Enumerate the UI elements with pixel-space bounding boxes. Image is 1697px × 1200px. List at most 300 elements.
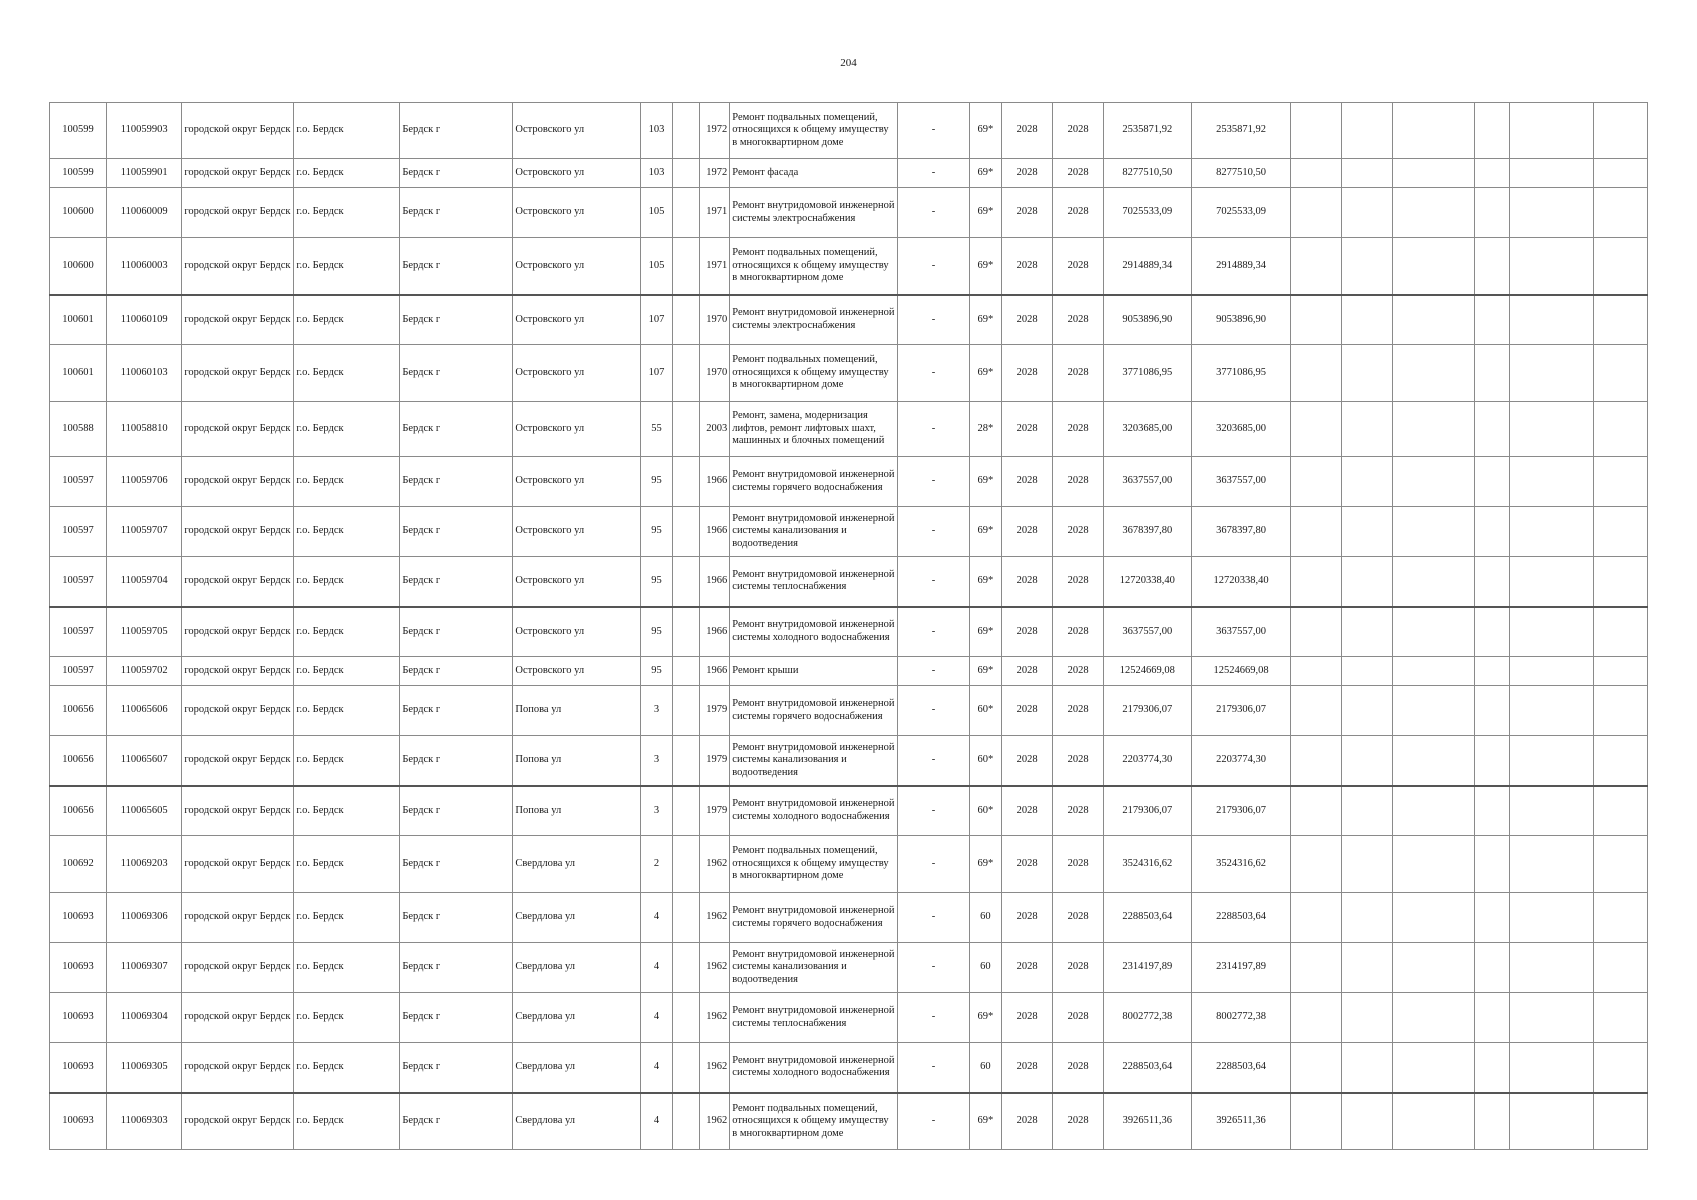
cell-cost-total: 9053896,90 bbox=[1104, 295, 1192, 345]
cell-cost-fund: 3926511,36 bbox=[1191, 1093, 1291, 1150]
cell-empty bbox=[1510, 1093, 1594, 1150]
cell-wear: 69* bbox=[969, 836, 1002, 893]
cell-municipality: г.о. Бердск bbox=[294, 238, 400, 295]
cell-dash: - bbox=[898, 345, 969, 402]
cell-wear: 69* bbox=[969, 103, 1002, 159]
cell-dash: - bbox=[898, 103, 969, 159]
cell-year-to: 2028 bbox=[1053, 507, 1104, 557]
cell-dash: - bbox=[898, 159, 969, 188]
cell-work-type: Ремонт крыши bbox=[730, 657, 898, 686]
cell-code: 110059705 bbox=[107, 607, 182, 657]
cell-street: Островского ул bbox=[513, 507, 640, 557]
cell-code: 110069306 bbox=[107, 893, 182, 943]
cell-house: 95 bbox=[640, 557, 673, 607]
cell-municipality: г.о. Бердск bbox=[294, 893, 400, 943]
cell-empty bbox=[1393, 993, 1474, 1043]
cell-work-type: Ремонт внутридомовой инженерной системы горячего водоснабжения bbox=[730, 457, 898, 507]
cell-district: городской округ Бердск bbox=[182, 786, 294, 836]
cell-id: 100693 bbox=[50, 943, 107, 993]
cell-empty bbox=[1510, 786, 1594, 836]
cell-id: 100600 bbox=[50, 238, 107, 295]
cell-empty bbox=[1474, 993, 1510, 1043]
cell-cost-total: 2535871,92 bbox=[1104, 103, 1192, 159]
cell-year-from: 2028 bbox=[1002, 457, 1053, 507]
cell-empty bbox=[1593, 657, 1647, 686]
cell-municipality: г.о. Бердск bbox=[294, 295, 400, 345]
cell-cost-total: 2203774,30 bbox=[1104, 736, 1192, 786]
cell-empty bbox=[1291, 786, 1342, 836]
cell-work-type: Ремонт внутридомовой инженерной системы холодного водоснабжения bbox=[730, 786, 898, 836]
cell-cost-fund: 2179306,07 bbox=[1191, 686, 1291, 736]
cell-empty bbox=[1510, 188, 1594, 238]
cell-empty bbox=[1474, 103, 1510, 159]
cell-empty bbox=[1291, 607, 1342, 657]
cell-code: 110059901 bbox=[107, 159, 182, 188]
cell-empty bbox=[1291, 557, 1342, 607]
cell-empty bbox=[1593, 1093, 1647, 1150]
cell-wear: 69* bbox=[969, 188, 1002, 238]
cell-year-to: 2028 bbox=[1053, 993, 1104, 1043]
cell-year-from: 2028 bbox=[1002, 188, 1053, 238]
cell-house: 4 bbox=[640, 993, 673, 1043]
cell-street: Островского ул bbox=[513, 345, 640, 402]
cell-cost-total: 3203685,00 bbox=[1104, 402, 1192, 457]
cell-municipality: г.о. Бердск bbox=[294, 159, 400, 188]
cell-street: Островского ул bbox=[513, 402, 640, 457]
cell-corpus bbox=[673, 188, 699, 238]
cell-work-type: Ремонт внутридомовой инженерной системы горячего водоснабжения bbox=[730, 686, 898, 736]
cell-year-from: 2028 bbox=[1002, 1043, 1053, 1093]
cell-empty bbox=[1393, 736, 1474, 786]
cell-street: Свердлова ул bbox=[513, 1043, 640, 1093]
cell-municipality: г.о. Бердск bbox=[294, 786, 400, 836]
cell-build-year: 1962 bbox=[699, 1043, 730, 1093]
cell-house: 4 bbox=[640, 943, 673, 993]
cell-empty bbox=[1474, 657, 1510, 686]
cell-year-to: 2028 bbox=[1053, 402, 1104, 457]
cell-district: городской округ Бердск bbox=[182, 295, 294, 345]
cell-code: 110059706 bbox=[107, 457, 182, 507]
cell-municipality: г.о. Бердск bbox=[294, 507, 400, 557]
cell-empty bbox=[1510, 345, 1594, 402]
cell-work-type: Ремонт внутридомовой инженерной системы канализования и водоотведения bbox=[730, 507, 898, 557]
cell-street: Свердлова ул bbox=[513, 1093, 640, 1150]
cell-corpus bbox=[673, 345, 699, 402]
cell-cost-total: 3771086,95 bbox=[1104, 345, 1192, 402]
cell-locality: Бердск г bbox=[400, 295, 513, 345]
cell-empty bbox=[1510, 943, 1594, 993]
cell-municipality: г.о. Бердск bbox=[294, 188, 400, 238]
cell-year-from: 2028 bbox=[1002, 836, 1053, 893]
cell-locality: Бердск г bbox=[400, 1093, 513, 1150]
cell-empty bbox=[1342, 159, 1393, 188]
cell-house: 4 bbox=[640, 1093, 673, 1150]
cell-empty bbox=[1393, 402, 1474, 457]
cell-work-type: Ремонт внутридомовой инженерной системы теплоснабжения bbox=[730, 993, 898, 1043]
cell-work-type: Ремонт внутридомовой инженерной системы теплоснабжения bbox=[730, 557, 898, 607]
cell-dash: - bbox=[898, 238, 969, 295]
cell-empty bbox=[1291, 345, 1342, 402]
cell-empty bbox=[1593, 993, 1647, 1043]
cell-wear: 69* bbox=[969, 238, 1002, 295]
cell-id: 100656 bbox=[50, 686, 107, 736]
cell-year-to: 2028 bbox=[1053, 1093, 1104, 1150]
cell-wear: 69* bbox=[969, 507, 1002, 557]
cell-corpus bbox=[673, 736, 699, 786]
cell-house: 95 bbox=[640, 657, 673, 686]
cell-empty bbox=[1510, 686, 1594, 736]
cell-corpus bbox=[673, 786, 699, 836]
cell-work-type: Ремонт внутридомовой инженерной системы холодного водоснабжения bbox=[730, 607, 898, 657]
cell-empty bbox=[1474, 943, 1510, 993]
cell-wear: 60* bbox=[969, 736, 1002, 786]
cell-cost-total: 3678397,80 bbox=[1104, 507, 1192, 557]
cell-id: 100693 bbox=[50, 1043, 107, 1093]
cell-empty bbox=[1291, 1093, 1342, 1150]
cell-municipality: г.о. Бердск bbox=[294, 1043, 400, 1093]
cell-empty bbox=[1510, 993, 1594, 1043]
cell-empty bbox=[1342, 993, 1393, 1043]
cell-cost-total: 8002772,38 bbox=[1104, 993, 1192, 1043]
cell-empty bbox=[1474, 457, 1510, 507]
table-row bbox=[50, 507, 1648, 557]
cell-empty bbox=[1510, 457, 1594, 507]
cell-corpus bbox=[673, 238, 699, 295]
cell-wear: 60* bbox=[969, 786, 1002, 836]
cell-empty bbox=[1291, 159, 1342, 188]
cell-empty bbox=[1474, 686, 1510, 736]
cell-empty bbox=[1510, 159, 1594, 188]
cell-street: Островского ул bbox=[513, 159, 640, 188]
cell-house: 103 bbox=[640, 159, 673, 188]
cell-code: 110058810 bbox=[107, 402, 182, 457]
cell-empty bbox=[1510, 402, 1594, 457]
cell-district: городской округ Бердск bbox=[182, 1043, 294, 1093]
cell-municipality: г.о. Бердск bbox=[294, 607, 400, 657]
cell-street: Островского ул bbox=[513, 607, 640, 657]
cell-year-from: 2028 bbox=[1002, 1093, 1053, 1150]
cell-year-from: 2028 bbox=[1002, 943, 1053, 993]
cell-district: городской округ Бердск bbox=[182, 943, 294, 993]
cell-year-to: 2028 bbox=[1053, 345, 1104, 402]
cell-empty bbox=[1393, 457, 1474, 507]
cell-year-from: 2028 bbox=[1002, 238, 1053, 295]
cell-corpus bbox=[673, 402, 699, 457]
cell-wear: 69* bbox=[969, 345, 1002, 402]
cell-district: городской округ Бердск bbox=[182, 893, 294, 943]
cell-street: Островского ул bbox=[513, 557, 640, 607]
cell-cost-fund: 12720338,40 bbox=[1191, 557, 1291, 607]
cell-year-from: 2028 bbox=[1002, 686, 1053, 736]
cell-code: 110059903 bbox=[107, 103, 182, 159]
table-row bbox=[50, 943, 1648, 993]
cell-district: городской округ Бердск bbox=[182, 657, 294, 686]
cell-wear: 60* bbox=[969, 686, 1002, 736]
cell-district: городской округ Бердск bbox=[182, 238, 294, 295]
cell-cost-total: 2179306,07 bbox=[1104, 686, 1192, 736]
table-row bbox=[50, 1043, 1648, 1093]
cell-dash: - bbox=[898, 188, 969, 238]
cell-empty bbox=[1342, 1043, 1393, 1093]
cell-dash: - bbox=[898, 836, 969, 893]
cell-id: 100693 bbox=[50, 993, 107, 1043]
cell-empty bbox=[1393, 836, 1474, 893]
cell-id: 100601 bbox=[50, 295, 107, 345]
cell-code: 110060109 bbox=[107, 295, 182, 345]
cell-empty bbox=[1474, 507, 1510, 557]
cell-year-to: 2028 bbox=[1053, 103, 1104, 159]
cell-year-to: 2028 bbox=[1053, 295, 1104, 345]
cell-build-year: 1971 bbox=[699, 188, 730, 238]
cell-street: Свердлова ул bbox=[513, 993, 640, 1043]
cell-street: Свердлова ул bbox=[513, 893, 640, 943]
cell-id: 100599 bbox=[50, 159, 107, 188]
cell-empty bbox=[1342, 402, 1393, 457]
cell-municipality: г.о. Бердск bbox=[294, 103, 400, 159]
cell-work-type: Ремонт внутридомовой инженерной системы канализования и водоотведения bbox=[730, 943, 898, 993]
cell-empty bbox=[1342, 786, 1393, 836]
cell-street: Попова ул bbox=[513, 686, 640, 736]
cell-cost-fund: 3637557,00 bbox=[1191, 457, 1291, 507]
cell-locality: Бердск г bbox=[400, 103, 513, 159]
cell-cost-total: 12524669,08 bbox=[1104, 657, 1192, 686]
cell-cost-total: 3524316,62 bbox=[1104, 836, 1192, 893]
cell-municipality: г.о. Бердск bbox=[294, 943, 400, 993]
cell-id: 100600 bbox=[50, 188, 107, 238]
cell-empty bbox=[1474, 159, 1510, 188]
cell-empty bbox=[1393, 345, 1474, 402]
cell-code: 110060009 bbox=[107, 188, 182, 238]
cell-empty bbox=[1291, 402, 1342, 457]
cell-corpus bbox=[673, 993, 699, 1043]
cell-empty bbox=[1291, 103, 1342, 159]
cell-cost-fund: 3678397,80 bbox=[1191, 507, 1291, 557]
table-row bbox=[50, 657, 1648, 686]
cell-wear: 69* bbox=[969, 993, 1002, 1043]
cell-house: 105 bbox=[640, 188, 673, 238]
cell-street: Островского ул bbox=[513, 103, 640, 159]
cell-district: городской округ Бердск bbox=[182, 507, 294, 557]
cell-year-from: 2028 bbox=[1002, 557, 1053, 607]
cell-municipality: г.о. Бердск bbox=[294, 993, 400, 1043]
cell-corpus bbox=[673, 1093, 699, 1150]
cell-build-year: 1966 bbox=[699, 557, 730, 607]
cell-empty bbox=[1393, 786, 1474, 836]
cell-cost-total: 2288503,64 bbox=[1104, 893, 1192, 943]
cell-municipality: г.о. Бердск bbox=[294, 402, 400, 457]
cell-corpus bbox=[673, 507, 699, 557]
table-row bbox=[50, 345, 1648, 402]
cell-district: городской округ Бердск bbox=[182, 457, 294, 507]
cell-build-year: 1971 bbox=[699, 238, 730, 295]
cell-work-type: Ремонт внутридомовой инженерной системы канализования и водоотведения bbox=[730, 736, 898, 786]
cell-empty bbox=[1291, 943, 1342, 993]
cell-wear: 69* bbox=[969, 557, 1002, 607]
cell-cost-fund: 8002772,38 bbox=[1191, 993, 1291, 1043]
cell-district: городской округ Бердск bbox=[182, 159, 294, 188]
cell-build-year: 1966 bbox=[699, 457, 730, 507]
cell-corpus bbox=[673, 159, 699, 188]
cell-year-to: 2028 bbox=[1053, 457, 1104, 507]
cell-street: Островского ул bbox=[513, 188, 640, 238]
cell-dash: - bbox=[898, 993, 969, 1043]
cell-build-year: 1966 bbox=[699, 657, 730, 686]
cell-house: 95 bbox=[640, 607, 673, 657]
cell-corpus bbox=[673, 607, 699, 657]
cell-empty bbox=[1474, 1043, 1510, 1093]
cell-cost-fund: 3524316,62 bbox=[1191, 836, 1291, 893]
cell-house: 55 bbox=[640, 402, 673, 457]
cell-build-year: 1970 bbox=[699, 345, 730, 402]
cell-corpus bbox=[673, 893, 699, 943]
cell-empty bbox=[1593, 786, 1647, 836]
cell-locality: Бердск г bbox=[400, 557, 513, 607]
cell-empty bbox=[1342, 345, 1393, 402]
cell-code: 110060003 bbox=[107, 238, 182, 295]
cell-empty bbox=[1593, 1043, 1647, 1093]
cell-build-year: 1979 bbox=[699, 786, 730, 836]
cell-empty bbox=[1291, 836, 1342, 893]
cell-district: городской округ Бердск bbox=[182, 557, 294, 607]
cell-street: Островского ул bbox=[513, 657, 640, 686]
cell-locality: Бердск г bbox=[400, 786, 513, 836]
table-row bbox=[50, 188, 1648, 238]
table-row bbox=[50, 103, 1648, 159]
cell-empty bbox=[1510, 607, 1594, 657]
cell-id: 100693 bbox=[50, 893, 107, 943]
cell-cost-total: 3926511,36 bbox=[1104, 1093, 1192, 1150]
cell-code: 110059702 bbox=[107, 657, 182, 686]
cell-cost-total: 3637557,00 bbox=[1104, 607, 1192, 657]
cell-empty bbox=[1291, 238, 1342, 295]
cell-year-to: 2028 bbox=[1053, 893, 1104, 943]
cell-empty bbox=[1593, 345, 1647, 402]
cell-cost-total: 2179306,07 bbox=[1104, 786, 1192, 836]
cell-empty bbox=[1393, 1043, 1474, 1093]
cell-district: городской округ Бердск bbox=[182, 836, 294, 893]
cell-house: 107 bbox=[640, 295, 673, 345]
cell-year-from: 2028 bbox=[1002, 103, 1053, 159]
cell-empty bbox=[1510, 736, 1594, 786]
cell-empty bbox=[1593, 686, 1647, 736]
cell-empty bbox=[1291, 188, 1342, 238]
cell-wear: 69* bbox=[969, 1093, 1002, 1150]
cell-cost-fund: 2535871,92 bbox=[1191, 103, 1291, 159]
cell-build-year: 1962 bbox=[699, 993, 730, 1043]
cell-municipality: г.о. Бердск bbox=[294, 457, 400, 507]
cell-street: Попова ул bbox=[513, 736, 640, 786]
cell-id: 100656 bbox=[50, 786, 107, 836]
table-row bbox=[50, 607, 1648, 657]
cell-wear: 60 bbox=[969, 893, 1002, 943]
repair-schedule-table bbox=[49, 102, 1648, 1150]
cell-locality: Бердск г bbox=[400, 686, 513, 736]
cell-year-from: 2028 bbox=[1002, 507, 1053, 557]
cell-district: городской округ Бердск bbox=[182, 402, 294, 457]
cell-empty bbox=[1474, 607, 1510, 657]
cell-municipality: г.о. Бердск bbox=[294, 736, 400, 786]
cell-id: 100597 bbox=[50, 507, 107, 557]
cell-empty bbox=[1510, 836, 1594, 893]
cell-build-year: 1962 bbox=[699, 1093, 730, 1150]
cell-dash: - bbox=[898, 1093, 969, 1150]
cell-dash: - bbox=[898, 786, 969, 836]
cell-empty bbox=[1393, 295, 1474, 345]
cell-cost-fund: 9053896,90 bbox=[1191, 295, 1291, 345]
cell-build-year: 1962 bbox=[699, 836, 730, 893]
cell-empty bbox=[1474, 836, 1510, 893]
cell-municipality: г.о. Бердск bbox=[294, 836, 400, 893]
cell-empty bbox=[1474, 786, 1510, 836]
cell-street: Островского ул bbox=[513, 457, 640, 507]
cell-locality: Бердск г bbox=[400, 457, 513, 507]
cell-cost-fund: 8277510,50 bbox=[1191, 159, 1291, 188]
cell-corpus bbox=[673, 295, 699, 345]
cell-code: 110069203 bbox=[107, 836, 182, 893]
cell-corpus bbox=[673, 457, 699, 507]
cell-dash: - bbox=[898, 457, 969, 507]
cell-dash: - bbox=[898, 1043, 969, 1093]
cell-work-type: Ремонт фасада bbox=[730, 159, 898, 188]
cell-street: Островского ул bbox=[513, 238, 640, 295]
cell-build-year: 1972 bbox=[699, 159, 730, 188]
cell-build-year: 1962 bbox=[699, 943, 730, 993]
cell-code: 110069307 bbox=[107, 943, 182, 993]
cell-cost-total: 2288503,64 bbox=[1104, 1043, 1192, 1093]
cell-empty bbox=[1593, 188, 1647, 238]
cell-locality: Бердск г bbox=[400, 507, 513, 557]
cell-code: 110065605 bbox=[107, 786, 182, 836]
cell-build-year: 1972 bbox=[699, 103, 730, 159]
cell-id: 100597 bbox=[50, 607, 107, 657]
cell-work-type: Ремонт подвальных помещений, относящихся к общему имуществу в многоквартирном доме bbox=[730, 345, 898, 402]
cell-dash: - bbox=[898, 295, 969, 345]
cell-id: 100693 bbox=[50, 1093, 107, 1150]
cell-locality: Бердск г bbox=[400, 893, 513, 943]
table-row bbox=[50, 159, 1648, 188]
cell-year-to: 2028 bbox=[1053, 786, 1104, 836]
cell-work-type: Ремонт внутридомовой инженерной системы холодного водоснабжения bbox=[730, 1043, 898, 1093]
cell-id: 100656 bbox=[50, 736, 107, 786]
cell-locality: Бердск г bbox=[400, 836, 513, 893]
cell-empty bbox=[1291, 507, 1342, 557]
cell-code: 110065607 bbox=[107, 736, 182, 786]
cell-wear: 69* bbox=[969, 159, 1002, 188]
cell-empty bbox=[1342, 607, 1393, 657]
cell-street: Свердлова ул bbox=[513, 943, 640, 993]
cell-year-from: 2028 bbox=[1002, 402, 1053, 457]
cell-year-from: 2028 bbox=[1002, 786, 1053, 836]
cell-locality: Бердск г bbox=[400, 607, 513, 657]
cell-empty bbox=[1593, 238, 1647, 295]
cell-dash: - bbox=[898, 557, 969, 607]
cell-wear: 69* bbox=[969, 657, 1002, 686]
cell-house: 2 bbox=[640, 836, 673, 893]
cell-dash: - bbox=[898, 402, 969, 457]
cell-empty bbox=[1593, 557, 1647, 607]
cell-cost-fund: 2314197,89 bbox=[1191, 943, 1291, 993]
cell-dash: - bbox=[898, 736, 969, 786]
cell-empty bbox=[1342, 736, 1393, 786]
cell-cost-total: 2914889,34 bbox=[1104, 238, 1192, 295]
cell-district: городской округ Бердск bbox=[182, 607, 294, 657]
cell-cost-total: 7025533,09 bbox=[1104, 188, 1192, 238]
cell-empty bbox=[1510, 507, 1594, 557]
cell-empty bbox=[1393, 103, 1474, 159]
cell-build-year: 2003 bbox=[699, 402, 730, 457]
cell-empty bbox=[1474, 345, 1510, 402]
cell-build-year: 1979 bbox=[699, 686, 730, 736]
